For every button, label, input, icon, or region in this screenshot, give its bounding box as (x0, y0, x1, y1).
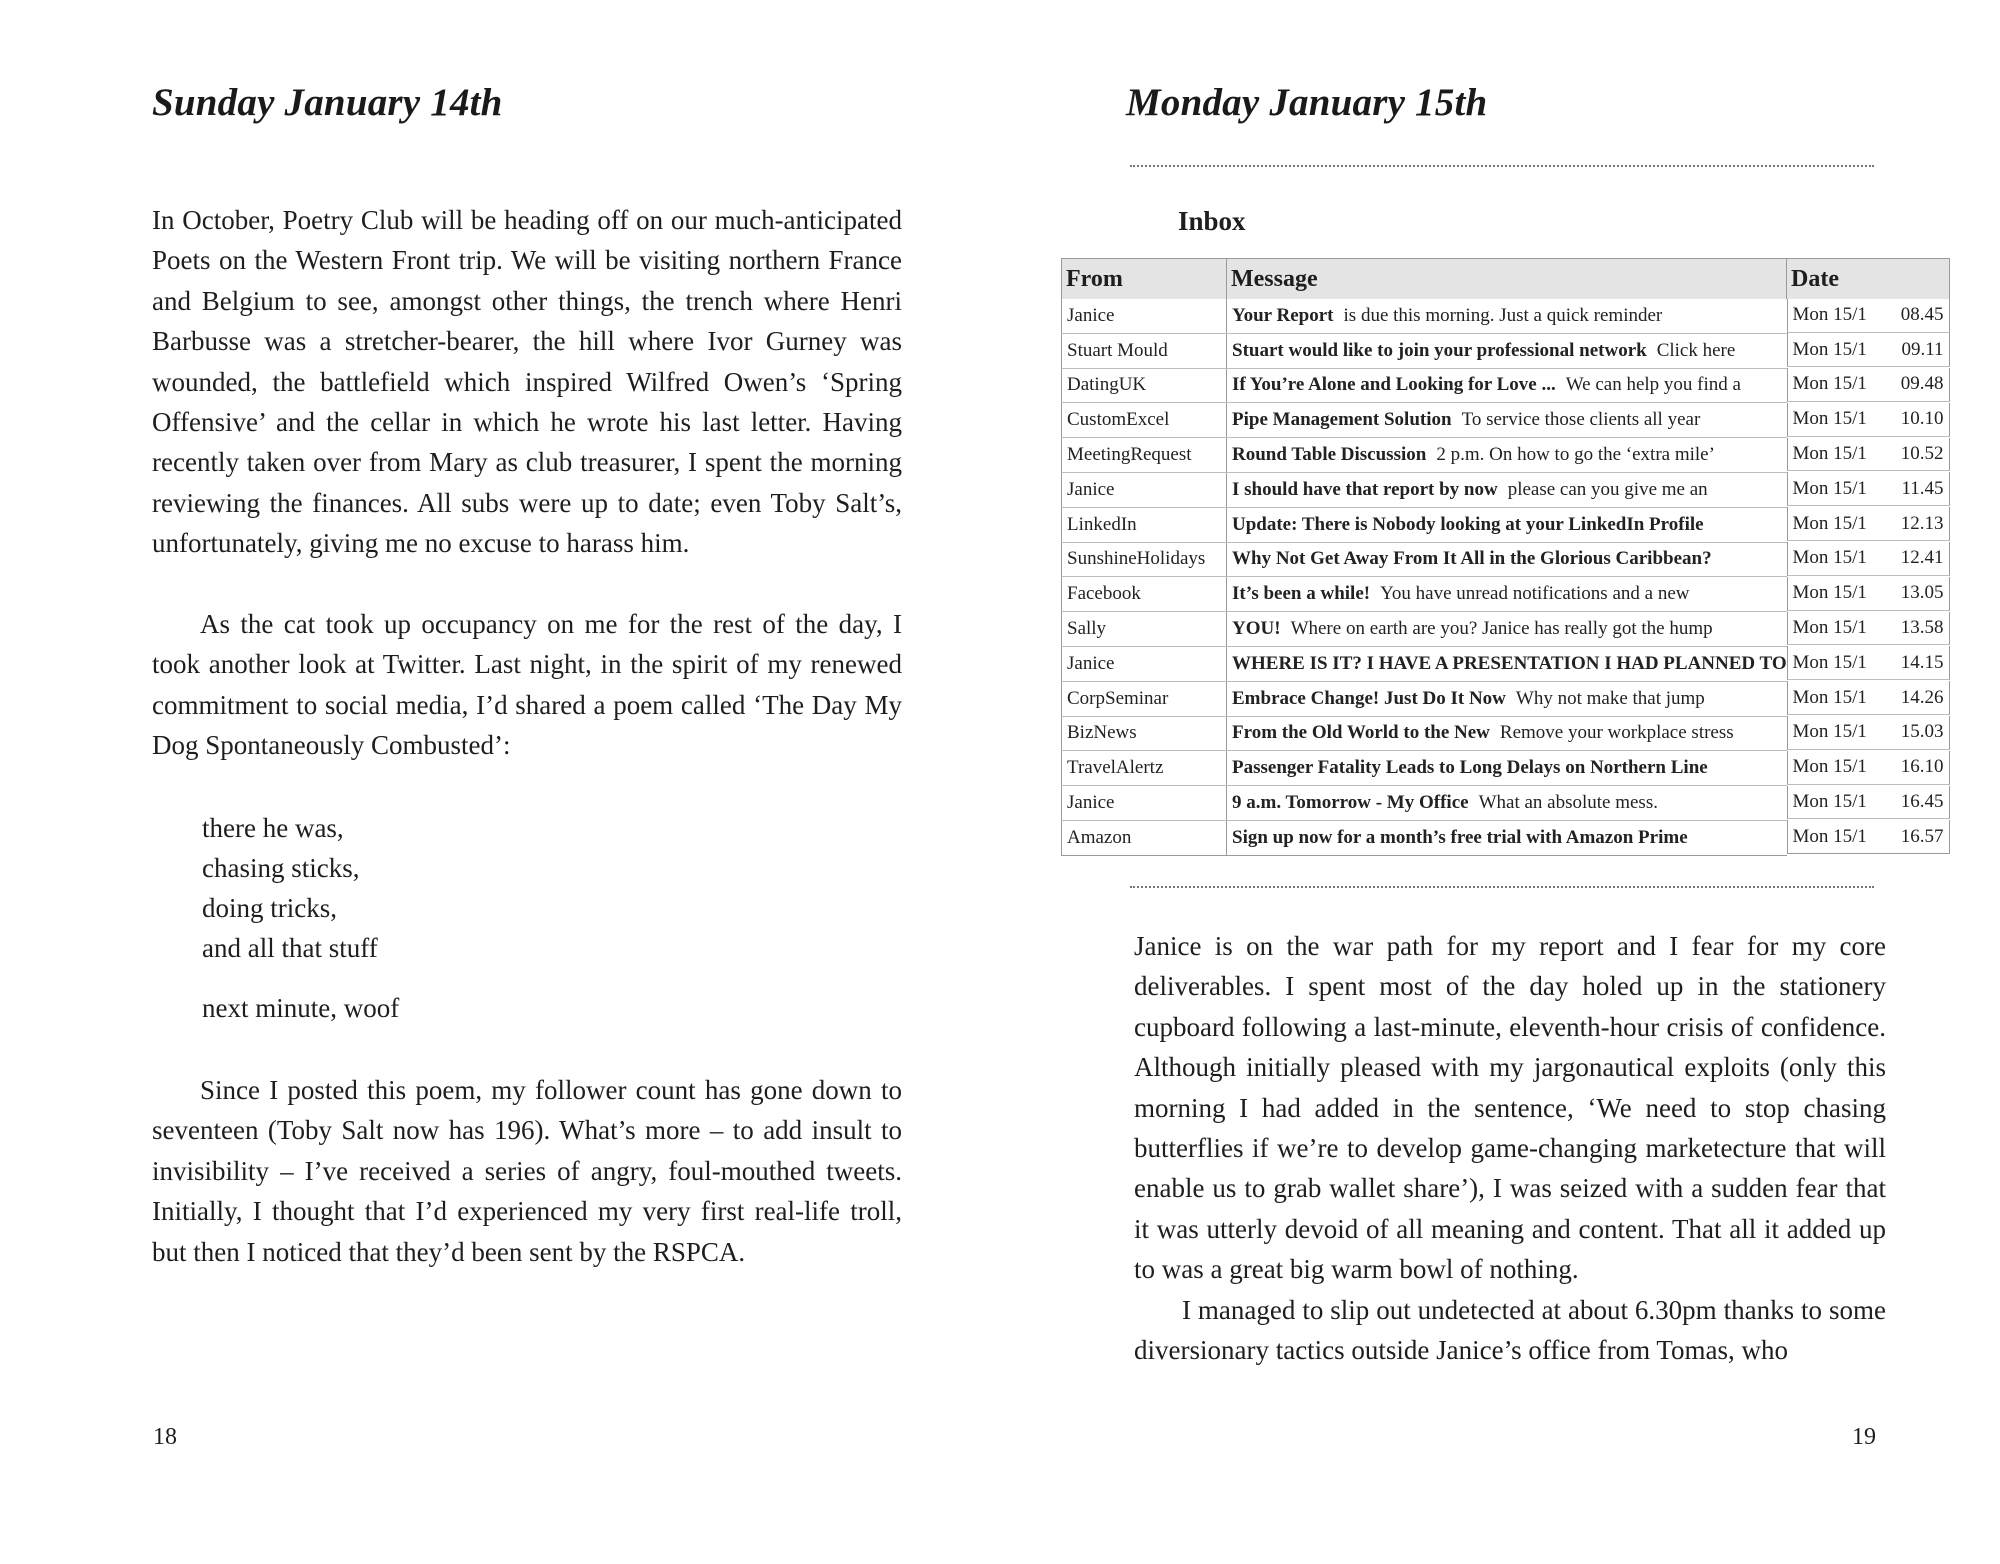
left-page-heading: Sunday January 14th (152, 81, 503, 124)
right-paragraph-1: Janice is on the war path for my report and I fear for my core deliverables. I spent most of the day holed up in the stationery cupboard following a last-minute, eleventh-hour crisis of confidence. Although initially pleased with my jargonautical exploits (only this morning I had added in the sentence, ‘We need to stop chasing butterflies if we’re to develop game-changing marketecture that will enable us to grab wallet share’), I was seized with a sudden fear that it was utterly devoid of all meaning and content. That all it added up to was a great big warm bowl of nothing. (1134, 931, 1886, 1285)
message-preview: Why not make that jump (1515, 687, 1705, 709)
poem-line: doing tricks, (202, 893, 337, 923)
date-cell (1787, 646, 1950, 680)
date-cell (1787, 716, 1950, 750)
date-cell (1787, 333, 1950, 367)
message-subject: Why Not Get Away From It All in the Glorious Caribbean? (1232, 548, 1712, 570)
message-time: 08.45 (1900, 304, 1944, 326)
sender: Amazon (1062, 820, 1227, 855)
message-cell (1227, 368, 1787, 403)
message-day: Mon 15/1 (1792, 304, 1867, 326)
message-subject: YOU! (1232, 618, 1281, 640)
message-time: 11.45 (1901, 477, 1944, 499)
date-cell (1787, 507, 1950, 541)
inbox-row[interactable] (1062, 299, 1950, 333)
sender: Facebook (1062, 577, 1227, 612)
message-subject: 9 a.m. Tomorrow - My Office (1232, 792, 1469, 814)
message-preview: What an absolute mess. (1478, 792, 1658, 814)
message-subject: Sign up now for a month’s free trial with Amazon Prime (1232, 826, 1688, 848)
message-day: Mon 15/1 (1792, 477, 1867, 499)
sender: CustomExcel (1062, 403, 1227, 438)
message-subject: It’s been a while! (1232, 583, 1371, 605)
date-cell (1787, 542, 1950, 576)
message-subject: I should have that report by now (1232, 478, 1498, 500)
date-cell (1787, 472, 1950, 506)
message-cell (1227, 507, 1787, 542)
date-cell (1787, 438, 1950, 472)
message-preview: is due this morning. Just a quick reminder (1343, 304, 1663, 326)
sender: CorpSeminar (1062, 681, 1227, 716)
divider-bottom (1130, 886, 1874, 888)
message-cell (1227, 716, 1787, 751)
inbox-title: Inbox (1178, 206, 1246, 236)
right-page (1000, 0, 2000, 1564)
message-preview: Where on earth are you? Janice has really got the hump (1290, 618, 1713, 640)
message-day: Mon 15/1 (1792, 443, 1867, 465)
message-subject: WHERE IS IT? I HAVE A PRESENTATION I HAD PLANNED TO (1232, 652, 1787, 674)
inbox-row[interactable] (1062, 646, 1950, 681)
poem-line: next minute, woof (202, 993, 400, 1023)
inbox-row[interactable] (1062, 438, 1950, 473)
message-day: Mon 15/1 (1792, 825, 1867, 847)
sender: Janice (1062, 786, 1227, 821)
message-cell (1227, 786, 1787, 821)
message-subject: If You’re Alone and Looking for Love ... (1232, 374, 1556, 396)
message-preview: You have unread notifications and a new (1380, 583, 1690, 605)
right-paragraph-2: I managed to slip out undetected at about 6.30pm thanks to some diversionary tactics outside Janice’s office from Tomas, who (1134, 1295, 1886, 1366)
message-time: 09.48 (1900, 373, 1944, 395)
message-cell (1227, 820, 1787, 855)
left-paragraph-3: Since I posted this poem, my follower count has gone down to seventeen (Toby Salt now has 196). What’s more – to add insult to invisibility – I’ve received a series of angry, foul-mouthed tweets. Initially, I thought that I’d experienced my very first real-life troll, but then I noticed that they’d been sent by the RSPCA. (152, 1075, 902, 1267)
sender: Janice (1062, 299, 1227, 333)
inbox-header-row (1062, 259, 1950, 300)
message-cell (1227, 333, 1787, 368)
message-time: 15.03 (1900, 721, 1944, 743)
inbox-row[interactable] (1062, 612, 1950, 647)
message-preview: please can you give me an (1507, 478, 1708, 500)
message-day: Mon 15/1 (1792, 756, 1867, 778)
message-cell (1227, 472, 1787, 507)
message-time: 16.45 (1900, 791, 1944, 813)
inbox-rows (1062, 299, 1950, 855)
message-subject: Pipe Management Solution (1232, 409, 1452, 431)
message-subject: Round Table Discussion (1232, 444, 1427, 466)
sender: Janice (1062, 646, 1227, 681)
inbox-row[interactable] (1062, 333, 1950, 368)
sender: TravelAlertz (1062, 751, 1227, 786)
message-time: 09.11 (1901, 338, 1944, 360)
message-column-header: Message (1227, 259, 1787, 300)
inbox-row[interactable] (1062, 716, 1950, 751)
message-subject: Stuart would like to join your professional network (1232, 339, 1647, 361)
message-subject: From the Old World to the New (1232, 722, 1490, 744)
message-preview: Remove your workplace stress (1499, 722, 1734, 744)
sender: Janice (1062, 472, 1227, 507)
message-cell (1227, 403, 1787, 438)
message-time: 10.10 (1900, 408, 1944, 430)
date-cell (1787, 751, 1950, 785)
message-time: 12.13 (1900, 512, 1944, 534)
poem-line: chasing sticks, (202, 853, 360, 883)
message-subject: Update: There is Nobody looking at your LinkedIn Profile (1232, 513, 1704, 535)
message-day: Mon 15/1 (1792, 338, 1867, 360)
message-day: Mon 15/1 (1792, 373, 1867, 395)
poem (202, 808, 399, 1028)
message-preview: 2 p.m. On how to go the ‘extra mile’ (1436, 444, 1715, 466)
date-cell (1787, 612, 1950, 646)
message-day: Mon 15/1 (1792, 582, 1867, 604)
inbox-row[interactable] (1062, 820, 1950, 855)
sender: Stuart Mould (1062, 333, 1227, 368)
message-cell (1227, 681, 1787, 716)
message-cell (1227, 542, 1787, 577)
message-day: Mon 15/1 (1792, 547, 1867, 569)
inbox-table (1061, 258, 1950, 856)
message-day: Mon 15/1 (1792, 617, 1867, 639)
message-day: Mon 15/1 (1792, 512, 1867, 534)
message-cell (1227, 438, 1787, 473)
message-preview: To service those clients all year (1461, 409, 1701, 431)
message-time: 14.26 (1900, 686, 1944, 708)
date-cell (1787, 577, 1950, 611)
poem-line: and all that stuff (202, 933, 378, 963)
inbox-row[interactable] (1062, 507, 1950, 542)
left-paragraph-2: As the cat took up occupancy on me for the rest of the day, I took another look at Twitter. Last night, in the spirit of my renewed commitment to social media, I’d shared a poem called ‘The Day My Dog Spontaneously Combusted’: (152, 609, 902, 761)
sender: Sally (1062, 612, 1227, 647)
message-time: 13.05 (1900, 582, 1944, 604)
message-day: Mon 15/1 (1792, 408, 1867, 430)
page-number: 19 (1852, 1424, 1876, 1450)
message-time: 16.57 (1900, 825, 1944, 847)
message-cell (1227, 612, 1787, 647)
message-time: 12.41 (1900, 547, 1944, 569)
inbox-row[interactable] (1062, 681, 1950, 716)
date-cell (1787, 820, 1950, 854)
message-cell (1227, 646, 1787, 681)
sender: DatingUK (1062, 368, 1227, 403)
date-cell (1787, 786, 1950, 820)
page-number: 18 (153, 1424, 177, 1450)
date-column-header: Date (1787, 259, 1950, 300)
inbox-row[interactable] (1062, 368, 1950, 403)
right-page-heading: Monday January 15th (1126, 81, 1488, 124)
date-cell (1787, 403, 1950, 437)
sender: LinkedIn (1062, 507, 1227, 542)
message-time: 10.52 (1900, 443, 1944, 465)
divider-top (1130, 165, 1874, 167)
poem-line: there he was, (202, 813, 344, 843)
inbox-row[interactable] (1062, 786, 1950, 821)
message-preview: Click here (1656, 339, 1736, 361)
date-cell (1787, 681, 1950, 715)
message-day: Mon 15/1 (1792, 686, 1867, 708)
message-cell (1227, 577, 1787, 612)
message-time: 16.10 (1900, 756, 1944, 778)
message-subject: Embrace Change! Just Do It Now (1232, 687, 1506, 709)
inbox-row[interactable] (1062, 751, 1950, 786)
message-time: 14.15 (1900, 651, 1944, 673)
left-paragraph-1: In October, Poetry Club will be heading off on our much-anticipated Poets on the Western Front trip. We will be visiting northern France and Belgium to see, amongst other things, the trench where Henri Barbusse was a stretcher-bearer, the hill where Ivor Gurney was wounded, the battlefield which inspired Wilfred Owen’s ‘Spring Offensive’ and the cellar in which he wrote his last letter. Having recently taken over from Mary as club treasurer, I spent the morning reviewing the finances. All subs were up to date; even Toby Salt’s, unfortunately, giving me no excuse to harass him. (152, 205, 902, 559)
inbox-row[interactable] (1062, 542, 1950, 577)
message-cell (1227, 751, 1787, 786)
date-cell (1787, 299, 1950, 333)
message-cell (1227, 299, 1787, 333)
inbox-row[interactable] (1062, 403, 1950, 438)
message-time: 13.58 (1900, 617, 1944, 639)
sender: MeetingRequest (1062, 438, 1227, 473)
sender: BizNews (1062, 716, 1227, 751)
date-cell (1787, 368, 1950, 402)
inbox-row[interactable] (1062, 472, 1950, 507)
message-preview: We can help you find a (1565, 374, 1741, 396)
message-day: Mon 15/1 (1792, 721, 1867, 743)
message-day: Mon 15/1 (1792, 651, 1867, 673)
from-column-header: From (1062, 259, 1227, 300)
message-subject: Passenger Fatality Leads to Long Delays on Northern Line (1232, 757, 1708, 779)
sender: SunshineHolidays (1062, 542, 1227, 577)
inbox-row[interactable] (1062, 577, 1950, 612)
message-subject: Your Report (1232, 304, 1334, 326)
message-day: Mon 15/1 (1792, 791, 1867, 813)
